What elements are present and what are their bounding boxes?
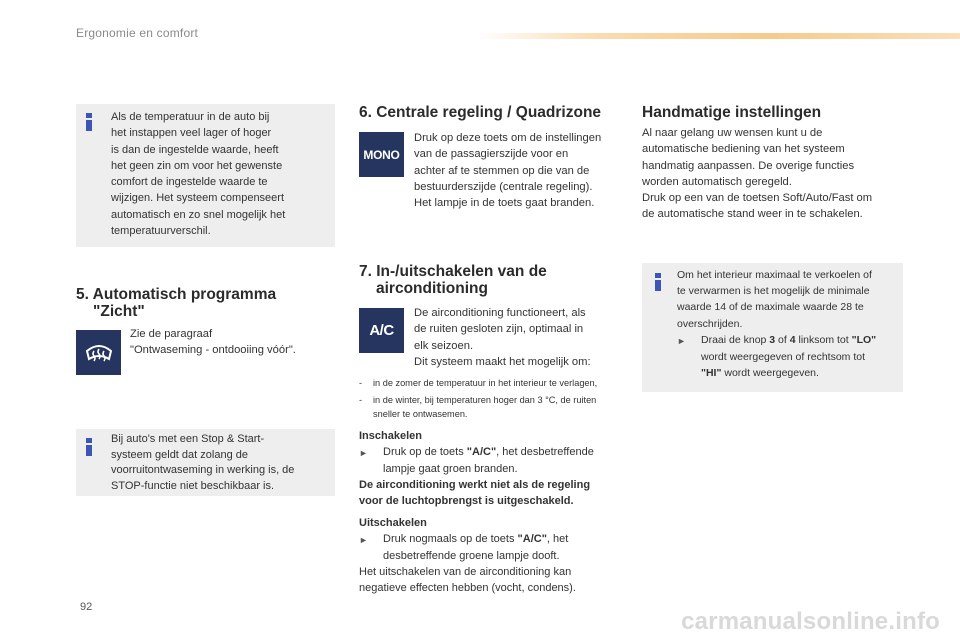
text-line: "HI" wordt weergegeven. (701, 367, 819, 380)
text-line: handmatig aanpassen. De overige functies (642, 159, 855, 172)
uitschakelen-title: Uitschakelen (359, 517, 427, 529)
text-line: "Ontwaseming - ontdooiing vóór". (130, 344, 296, 357)
text-line: Het lampje in de toets gaat branden. (414, 197, 595, 210)
bullet-item: ► Draai de knop 3 of 4 linksom tot "LO" (677, 332, 901, 349)
section-5-title-line1: 5. Automatisch programma (76, 286, 277, 303)
text-line: te verwarmen is het mogelijk de minimale (677, 285, 870, 298)
page-header-title: Ergonomie en comfort (76, 26, 199, 40)
note-text (111, 109, 331, 239)
section-7-title-line2: airconditioning (376, 280, 488, 297)
text-line: voor de luchtopbrengst is uitgeschakeld. (359, 495, 574, 507)
section-7-title (359, 263, 547, 297)
text-line: het instappen veel lager of hoger (111, 127, 272, 140)
mono-label: MONO (363, 147, 400, 162)
header-accent-bar (478, 33, 960, 39)
text-line: STOP-functie niet beschikbaar is. (111, 479, 275, 492)
section-5-title (76, 286, 276, 320)
mono-button-icon (359, 132, 404, 177)
section-6-text (414, 130, 628, 211)
text-line: het geen zin om voor het gewenste (111, 159, 283, 172)
arrow-bullet-icon: ► (677, 335, 686, 346)
bullet-item: ► Druk op de toets "A/C", het desbetreffende (359, 444, 639, 461)
section-7-title-line1: 7. In-/uitschakelen van de (359, 263, 547, 280)
info-note-stop-start (76, 429, 335, 496)
text-line: de ruiten gesloten zijn, optimaal in (414, 323, 584, 336)
section-5-text (130, 326, 330, 359)
info-icon (655, 273, 661, 291)
inschakelen-title: Inschakelen (359, 430, 422, 442)
text-line: overschrijden. (677, 317, 743, 330)
bullet-item: ► Druk nogmaals op de toets "A/C", het (359, 531, 639, 548)
text-line: voorruitontwaseming in werking is, de (111, 464, 295, 476)
text-line: Druk op een van de toetsen Soft/Auto/Fast om (642, 192, 873, 205)
text-line: Bij auto's met een Stop & Start- (111, 433, 265, 445)
windscreen-defrost-icon (76, 330, 121, 375)
text-line: automatische bediening van het systeem (642, 143, 845, 156)
ac-label: A/C (369, 322, 394, 339)
text-line: Zie de paragraaf (130, 328, 213, 340)
text-line: Als de temperatuur in de auto bij (111, 111, 270, 123)
text-line: comfort de ingestelde waarde te (111, 176, 268, 189)
page-number: 92 (80, 601, 93, 613)
uitschakelen-section (359, 515, 639, 596)
text-line: achter af te stemmen op die van de (414, 164, 590, 177)
arrow-bullet-icon: ► (359, 448, 368, 458)
note-text (111, 432, 333, 494)
list-item: - in de zomer de temperatuur in het interieur te verlagen, (359, 378, 598, 388)
text-line: De airconditioning functioneert, als (414, 307, 586, 319)
section-7-text (414, 305, 628, 370)
text-line: automatisch en zo snel mogelijk het (111, 208, 286, 221)
text-line: de automatische stand weer in te schakelen. (642, 208, 863, 221)
section-6-title: 6. Centrale regeling / Quadrizone (359, 104, 602, 121)
text-line: Het uitschakelen van de airconditioning kan (359, 566, 572, 578)
text-line: wordt weergegeven of rechtsom tot (701, 351, 866, 364)
text-line: waarde 14 of de maximale waarde 28 te (677, 301, 864, 314)
info-note-temperature-limits (642, 263, 903, 392)
text-line: De airconditioning werkt niet als de regeling (359, 479, 591, 491)
section-handmatig-text (642, 125, 922, 223)
text-line: desbetreffende groene lampje dooft. (383, 550, 560, 562)
text-line: Om het interieur maximaal te verkoelen of (677, 269, 872, 281)
text-line: temperatuurverschil. (111, 225, 211, 238)
info-note-temperature (76, 104, 335, 247)
arrow-bullet-icon: ► (359, 535, 368, 545)
list-item: - in de winter, bij temperaturen hoger dan 3 °C, de ruiten sneller te ontwasemen. (359, 395, 597, 419)
text-line: Druk op deze toets om de instellingen (414, 132, 602, 144)
dash-list (359, 376, 629, 421)
section-handmatig-title: Handmatige instellingen (642, 104, 822, 121)
text-line: Dit systeem maakt het mogelijk om: (414, 355, 591, 368)
text-line: worden automatisch geregeld. (642, 175, 792, 188)
info-icon (86, 113, 92, 131)
note-text (677, 267, 901, 381)
text-line: negatieve effecten hebben (vocht, condens). (359, 582, 576, 594)
text-line: wijzigen. Het systeem compenseert (111, 192, 285, 205)
inschakelen-section (359, 428, 639, 509)
text-line: bestuurderszijde (centrale regeling). (414, 180, 593, 193)
text-line: van de passagierszijde voor en (414, 148, 569, 161)
section-5-title-line2: "Zicht" (93, 303, 145, 320)
ac-button-icon (359, 308, 404, 353)
text-line: elk seizoen. (414, 339, 474, 352)
text-line: is dan de ingestelde waarde, heeft (111, 143, 279, 156)
watermark: carmanualsonline.info (681, 608, 940, 635)
info-icon (86, 438, 92, 456)
text-line: Al naar gelang uw wensen kunt u de (642, 127, 823, 139)
text-line: systeem geldt dat zolang de (111, 448, 248, 461)
text-line: lampje gaat groen branden. (383, 463, 518, 475)
